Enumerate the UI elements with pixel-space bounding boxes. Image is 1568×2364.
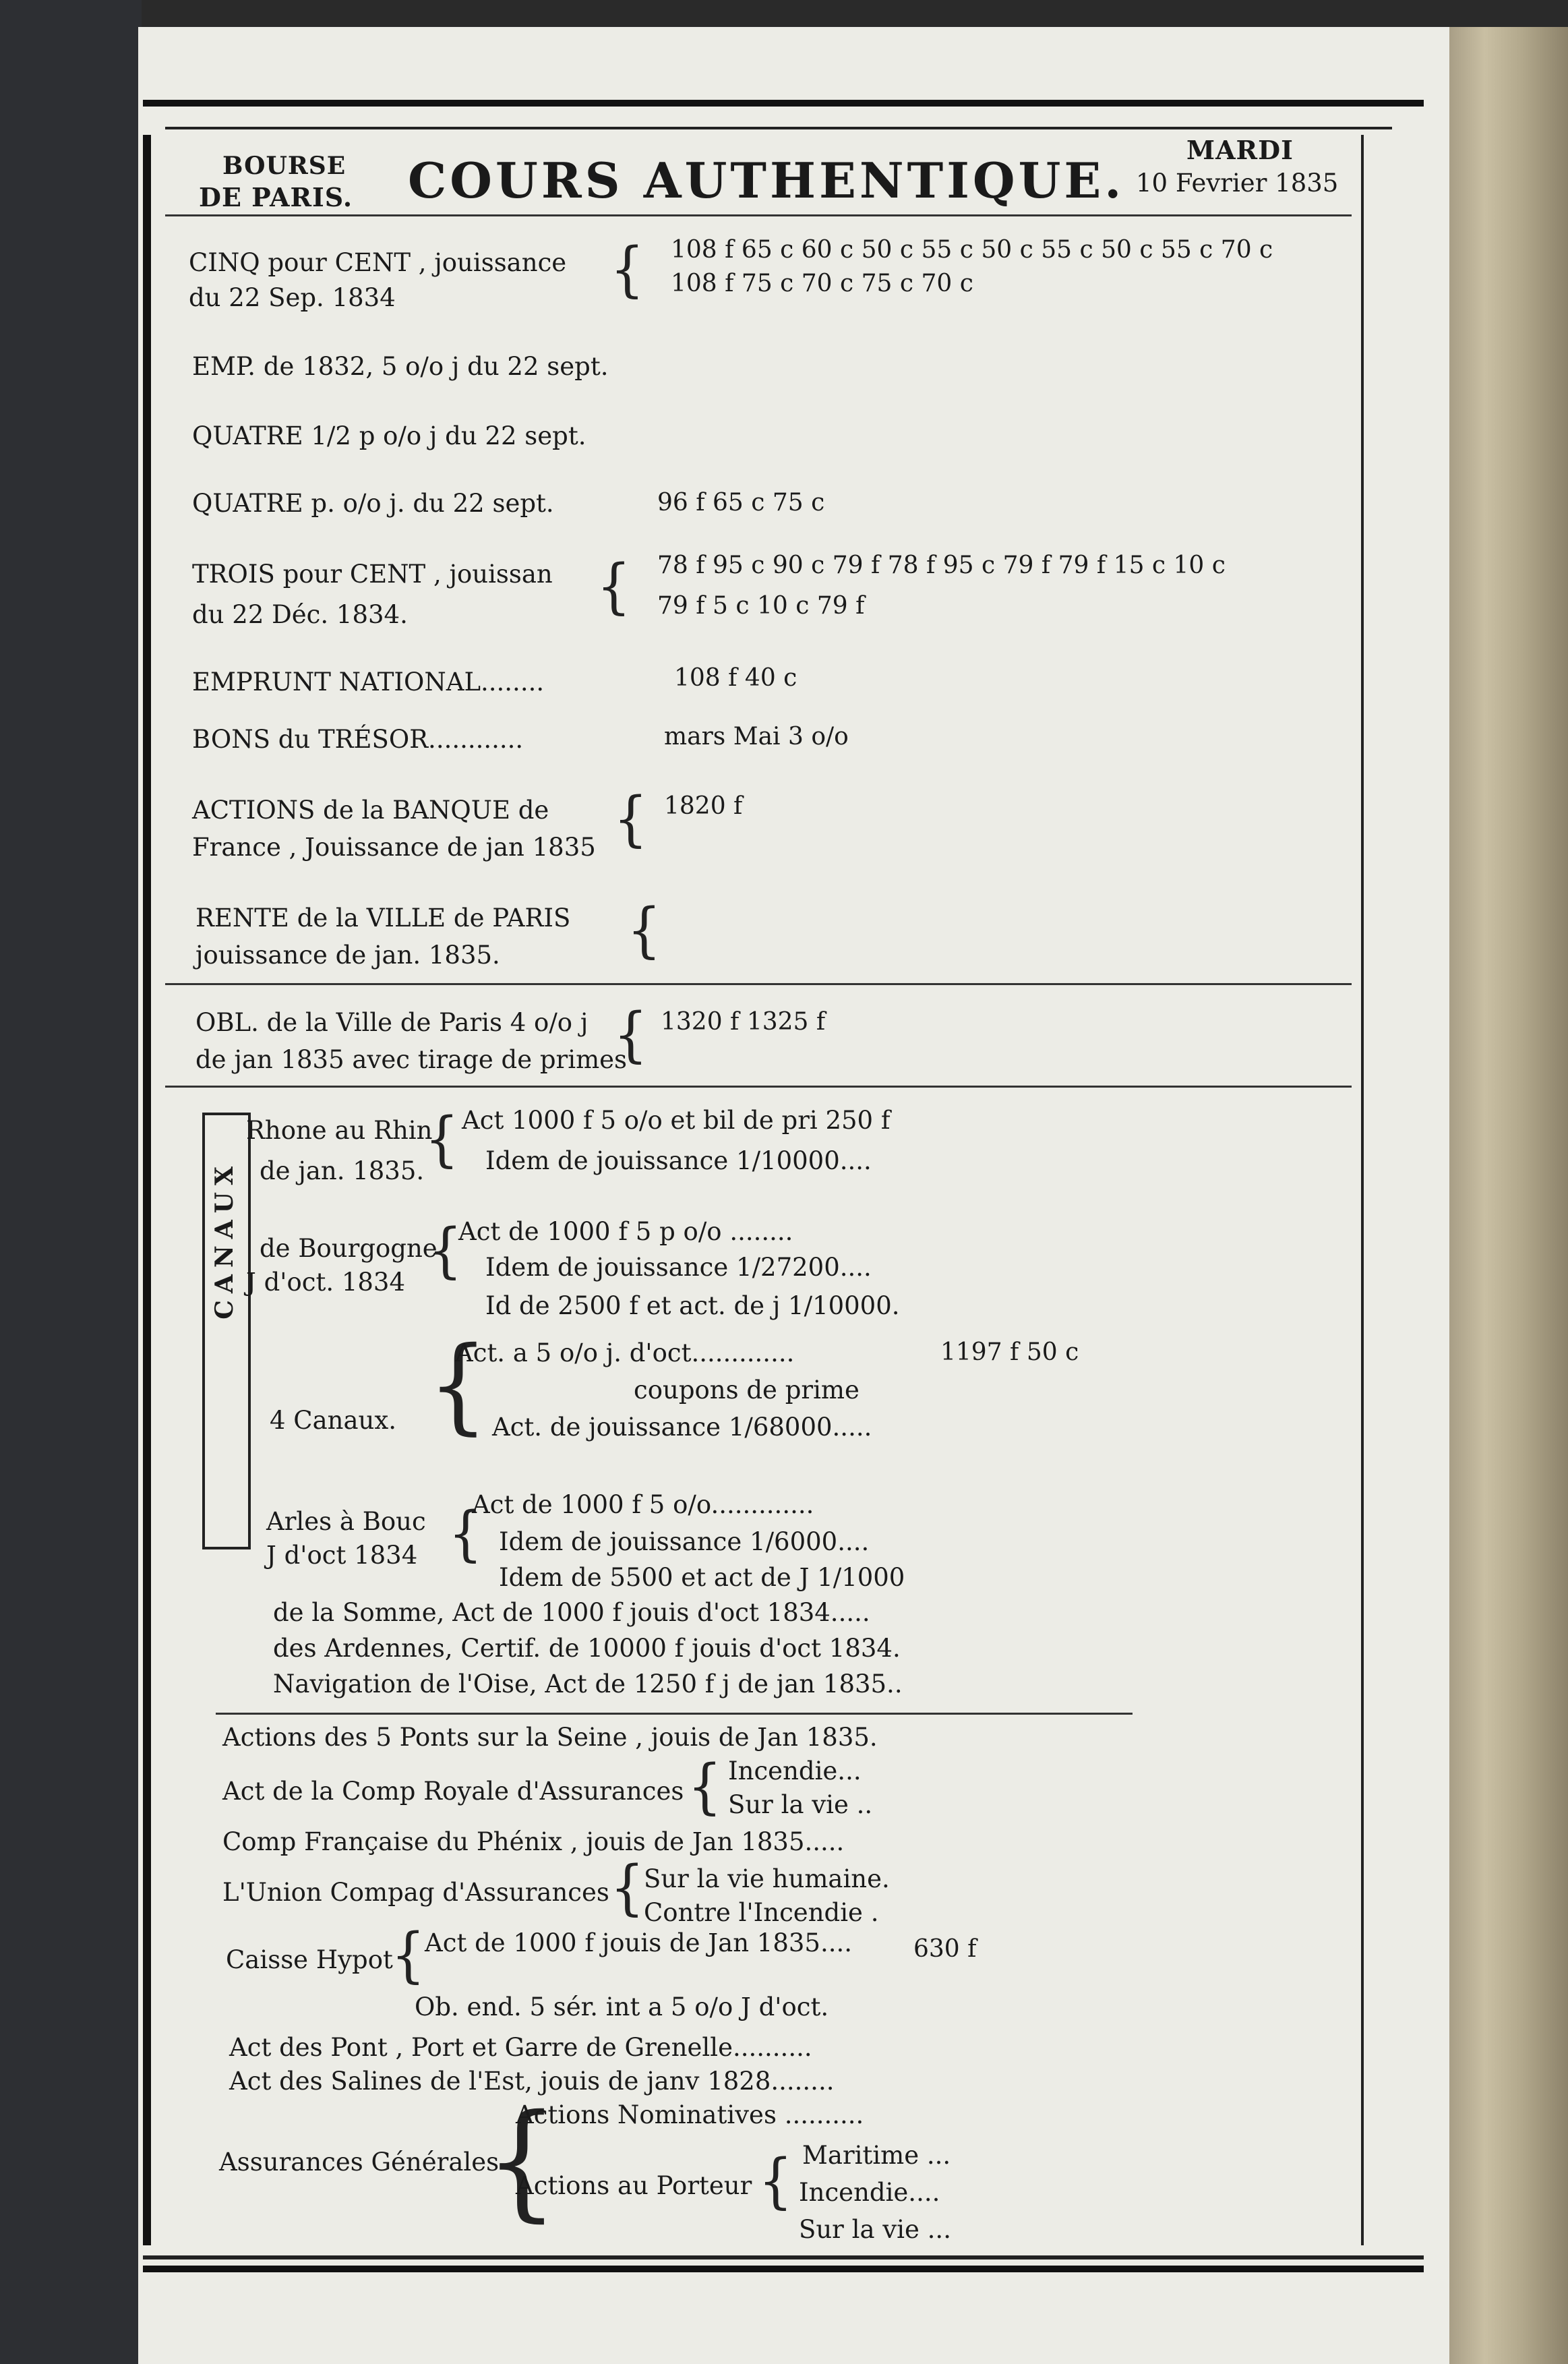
top-rule-thin (165, 127, 1392, 129)
section-rule (216, 1713, 1133, 1715)
quatre-label: QUATRE p. o/o j. du 22 sept. (192, 489, 554, 518)
emprunt-label: EMPRUNT NATIONAL........ (192, 668, 545, 697)
actions-banque-label-1: ACTIONS de la BANQUE de (192, 796, 549, 825)
oise-line: Navigation de l'Oise, Act de 1250 f j de jan 1835.. (273, 1669, 903, 1698)
trois-prices-1: 78 f 95 c 90 c 79 f 78 f 95 c 79 f 79 f 15 c 10 c (657, 552, 1226, 579)
union-incendie: Contre l'Incendie . (644, 1898, 879, 1927)
cinq-label-2: du 22 Sep. 1834 (189, 283, 396, 312)
arles-label-2: J d'oct 1834 (266, 1541, 418, 1570)
section-rule (165, 1086, 1352, 1088)
binding-shadow (0, 0, 142, 2364)
brace: { (428, 1216, 462, 1285)
bottom-rule (143, 2266, 1424, 2272)
brace: { (627, 895, 661, 965)
caisse-label: Caisse Hypot (226, 1945, 393, 1974)
header-date: 10 Fevrier 1835 (1136, 169, 1339, 198)
obl-label-2: de jan 1835 avec tirage de primes (195, 1045, 628, 1074)
royale-label: Act de la Comp Royale d'Assurances (222, 1777, 684, 1806)
rhone-line-a: Act 1000 f 5 o/o et bil de pri 250 f (462, 1106, 891, 1135)
trois-label-1: TROIS pour CENT , jouissan (192, 560, 553, 589)
actions-banque-price: 1820 f (664, 792, 743, 820)
bourgogne-line-c: Id de 2500 f et act. de j 1/10000. (485, 1291, 900, 1320)
brace: { (613, 784, 648, 854)
rente-ville-label-1: RENTE de la VILLE de PARIS (195, 904, 571, 933)
quatre-canaux-line-b: coupons de prime (634, 1376, 860, 1405)
arles-label-1: Arles à Bouc (266, 1507, 426, 1536)
trois-prices-2: 79 f 5 c 10 c 79 f (657, 592, 865, 620)
page-edges (1449, 27, 1568, 2364)
quatre-canaux-line-c: Act. de jouissance 1/68000..... (492, 1413, 872, 1442)
porteur-vie: Sur la vie ... (799, 2215, 951, 2244)
ardennes-line: des Ardennes, Certif. de 10000 f jouis d'oct 1834. (273, 1634, 901, 1663)
quatre-canaux-line-a: Act. a 5 o/o j. d'oct............. (455, 1338, 795, 1367)
porteur-label: Actions au Porteur (516, 2171, 752, 2200)
cinq-label-1: CINQ pour CENT , jouissance (189, 248, 567, 277)
somme-line: de la Somme, Act de 1000 f jouis d'oct 1834..... (273, 1598, 870, 1627)
caisse-price: 630 f (913, 1935, 977, 1963)
royale-vie: Sur la vie .. (728, 1790, 873, 1819)
emprunt-price: 108 f 40 c (674, 664, 797, 692)
header-bourse: BOURSE (222, 152, 346, 180)
brace: { (610, 1853, 644, 1922)
section-rule (165, 983, 1352, 985)
brace: { (610, 235, 644, 304)
bourgogne-label-1: de Bourgogne (260, 1234, 438, 1263)
brace: { (613, 1000, 648, 1069)
brace: { (425, 1104, 459, 1174)
bons-price: mars Mai 3 o/o (664, 723, 849, 750)
salines-line: Act des Salines de l'Est, jouis de janv 1828........ (229, 2067, 835, 2096)
ob-line: Ob. end. 5 sér. int a 5 o/o J d'oct. (415, 1992, 829, 2021)
caisse-line: Act de 1000 f jouis de Jan 1835.... (425, 1928, 852, 1957)
top-rule (143, 100, 1424, 107)
brace: { (597, 552, 631, 621)
obl-prices: 1320 f 1325 f (661, 1008, 826, 1036)
grenelle-line: Act des Pont , Port et Garre de Grenelle.......... (229, 2033, 812, 2062)
brace: { (485, 2088, 559, 2235)
bourgogne-label-2: J d'oct. 1834 (246, 1268, 406, 1297)
brace: { (428, 1324, 489, 1446)
bottom-rule-thin (143, 2255, 1424, 2259)
rhone-label-2: de jan. 1835. (260, 1156, 425, 1185)
brace: { (758, 2146, 793, 2216)
ponts-line: Actions des 5 Ponts sur la Seine , jouis de Jan 1835. (222, 1723, 878, 1752)
brace: { (448, 1499, 483, 1568)
porteur-maritime: Maritime ... (802, 2141, 951, 2170)
brace: { (688, 1752, 722, 1821)
header-day: MARDI (1186, 135, 1294, 165)
phenix-line: Comp Française du Phénix , jouis de Jan 1835..... (222, 1827, 845, 1856)
header-rule (165, 214, 1352, 216)
rente-ville-label-2: jouissance de jan. 1835. (195, 941, 500, 970)
bourgogne-line-b: Idem de jouissance 1/27200.... (485, 1253, 872, 1282)
bourgogne-line-a: Act de 1000 f 5 p o/o ........ (458, 1217, 793, 1246)
rhone-line-b: Idem de jouissance 1/10000.... (485, 1146, 872, 1175)
assurances-label: Assurances Générales (219, 2148, 500, 2177)
obl-label-1: OBL. de la Ville de Paris 4 o/o j (195, 1008, 589, 1037)
arles-line-c: Idem de 5500 et act de J 1/1000 (499, 1563, 905, 1592)
trois-label-2: du 22 Déc. 1834. (192, 600, 408, 629)
cinq-prices-2: 108 f 75 c 70 c 75 c 70 c (671, 270, 973, 297)
canaux-label: CANAUX (210, 1160, 239, 1320)
royale-incendie: Incendie... (728, 1756, 862, 1785)
quatre-prices: 96 f 65 c 75 c (657, 489, 825, 516)
union-label: L'Union Compag d'Assurances (222, 1878, 609, 1907)
cinq-prices-1: 108 f 65 c 60 c 50 c 55 c 50 c 55 c 50 c 55 c 70 c (671, 236, 1273, 264)
quatre-canaux-price: 1197 f 50 c (940, 1338, 1079, 1366)
actions-banque-label-2: France , Jouissance de jan 1835 (192, 833, 596, 862)
quatre-demi-label: QUATRE 1/2 p o/o j du 22 sept. (192, 421, 586, 450)
union-vie: Sur la vie humaine. (644, 1864, 890, 1893)
nominatives-line: Actions Nominatives .......... (516, 2100, 864, 2129)
arles-line-b: Idem de jouissance 1/6000.... (499, 1527, 870, 1556)
porteur-incendie: Incendie.... (799, 2178, 940, 2207)
header-de-paris: DE PARIS. (199, 182, 353, 212)
page-title: COURS AUTHENTIQUE. (408, 152, 1125, 209)
emp-label: EMP. de 1832, 5 o/o j du 22 sept. (192, 352, 609, 381)
rhone-label-1: Rhone au Rhin (246, 1116, 433, 1145)
arles-line-a: Act de 1000 f 5 o/o............. (472, 1490, 814, 1519)
bons-label: BONS du TRÉSOR............ (192, 725, 524, 754)
quatre-canaux-label: 4 Canaux. (270, 1406, 397, 1435)
brace: { (391, 1920, 425, 1990)
